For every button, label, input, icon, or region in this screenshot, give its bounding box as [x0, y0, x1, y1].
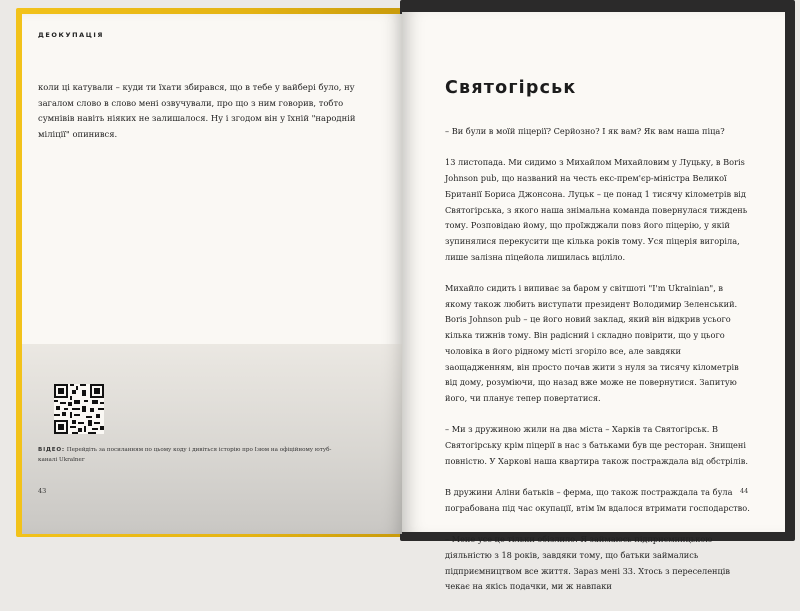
page-number-right: 44: [740, 487, 749, 495]
paragraph: – Ми з дружиною жили на два міста – Харків та Святогірськ. В Святогірську крім піцерії в нас з батьками був ще ресторан. Знищені повністю. У Харкові наша квартира також постраждала від обстрілів.: [445, 424, 748, 466]
faded-photo-background: [22, 344, 402, 534]
paragraph: Михайло сидить і випиває за баром у світшоті "I'm Ukrainian", в якому також любить виступати президент Володимир Зеленський. Boris Johnson pub – це його новий заклад, який він відкрив усього кілька тижнів тому. Він радісний і складно повірити, що у цього чоловіка в його рідному місті згоріло все, але завдяки заощадженням, він просто почав жити з нуля за тисячу кілометрів від дому, розуміючи, що назад вже може не повернутися. Запитую його, чи планує тепер повертатися.: [445, 283, 739, 403]
chapter-title: Святогірськ: [445, 78, 577, 98]
paragraph: – Мене усе це тільки обізлило. Я займаюсь підприємницькою діяльністю з 18 років, завдяки тому, що батьки займались підприємництвом все життя. Зараз мені 33. Хтось з переселенців чекає на якісь подачки, ми ж навпаки: [445, 534, 731, 592]
video-label: ВІДЕО:: [38, 447, 65, 453]
paragraph: В дружини Аліни батьків – ферма, що також постраждала та була пограбована під час окупації, втім їм вдалося втримати господарство.: [445, 487, 750, 513]
paragraph: – Ви були в моїй піцерії? Серйозно? І як вам? Як вам наша піца?: [445, 126, 725, 136]
page-number-left: 43: [38, 487, 47, 495]
video-note: [38, 446, 338, 465]
right-page-text: [445, 124, 750, 611]
video-text: Перейдіть за посиланням по цьому коду і дивіться історію про Ізюм на офіційному ютуб-каналі Ukraїner: [38, 447, 332, 463]
paragraph: 13 листопада. Ми сидимо з Михайлом Михайловим у Луцьку, в Boris Johnson pub, що названий на честь екс-прем'єр-міністра Великої Британії Бориса Джонсона. Луцьк – це понад 1 тисячу кілометрів від Святогірська, з якого наша знімальна команда повернулася тиждень тому. Розповідаю йому, що проїжджали повз його піцерію, у якій зупинялися перекусити ще кілька років тому. Уся піцерія вигоріла, лише залізна піцейола лишилась вціліло.: [445, 157, 748, 262]
qr-code[interactable]: [54, 384, 104, 434]
left-paragraph: коли ці катували – куди ти їхати збирався, що в тебе у вайбері було, ну загалом слово в слово мені озвучували, про що з ним говорив, тобто сумнівів навіть ніяких не залишалося. Ну і згодом він у їхній "народній міліції" опинився.: [38, 82, 356, 139]
left-page-text: [38, 80, 356, 142]
running-head: ДЕОКУПАЦІЯ: [38, 31, 105, 39]
